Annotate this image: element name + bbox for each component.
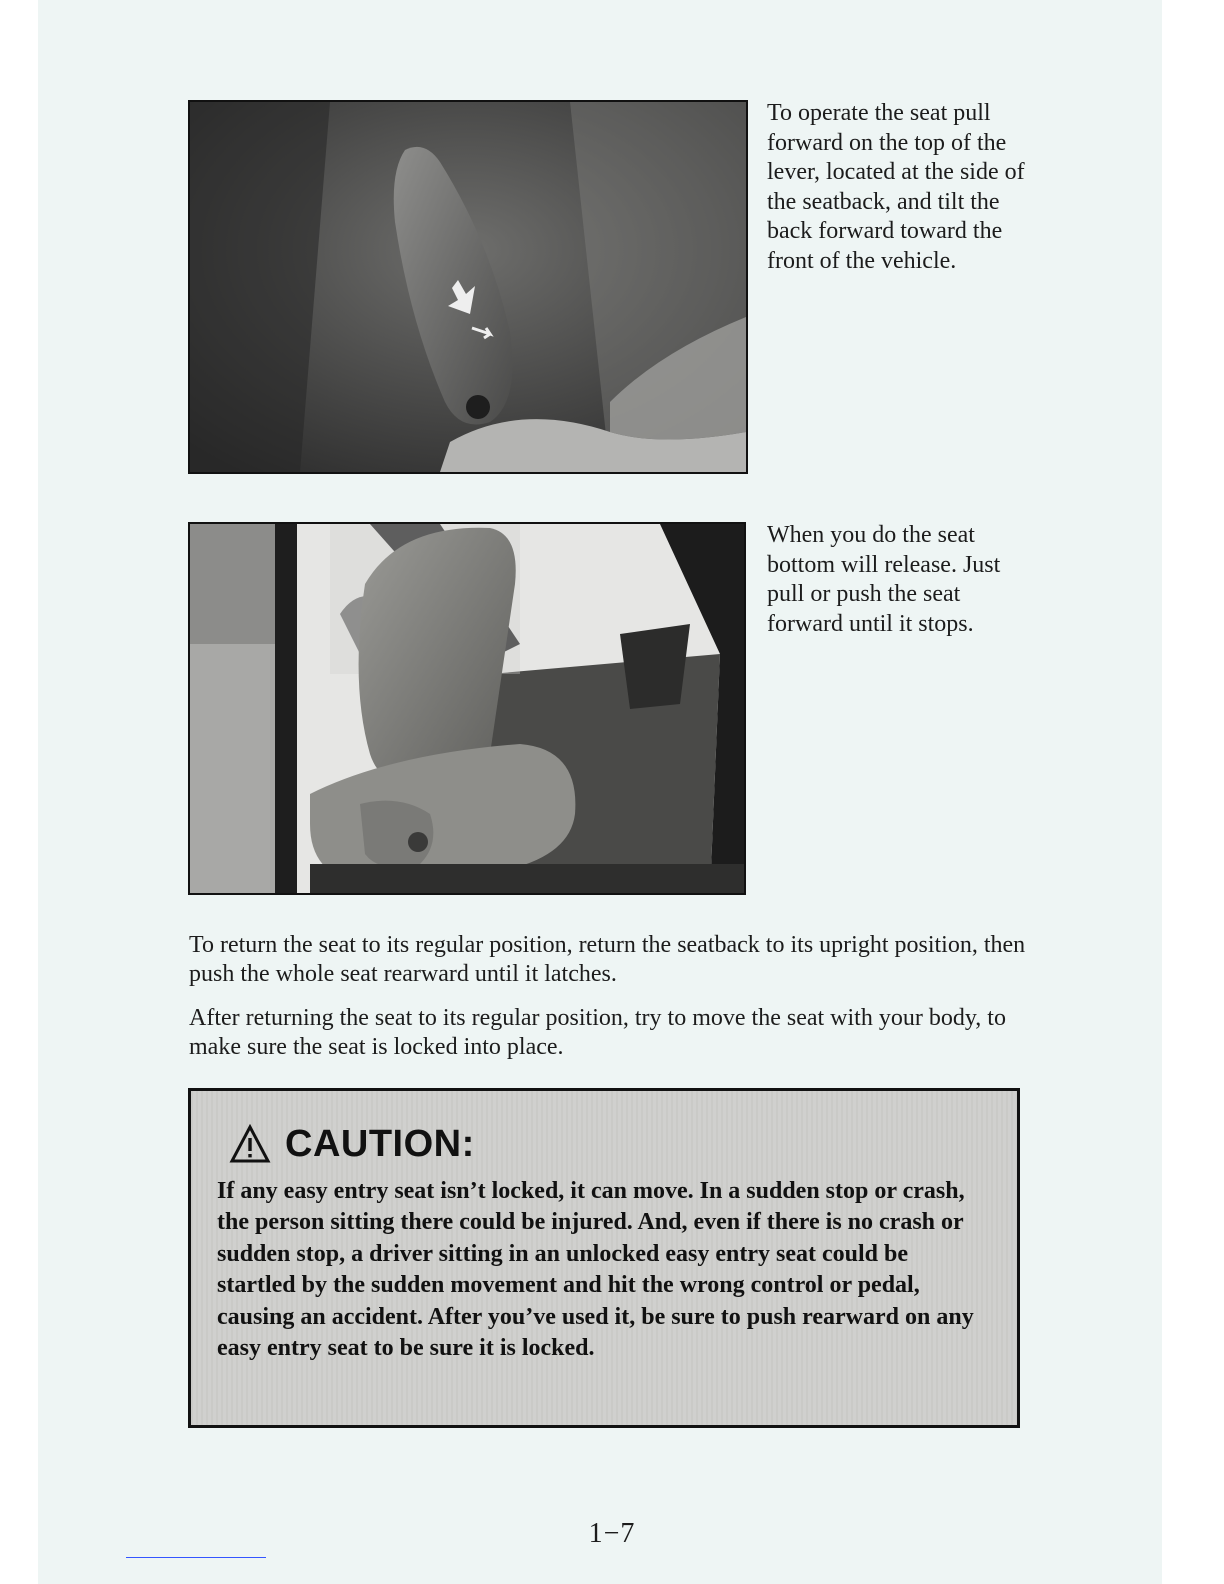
caution-title: CAUTION: — [285, 1122, 475, 1165]
footer-rule — [126, 1557, 266, 1558]
seat-forward-photo — [188, 522, 746, 895]
caution-box — [188, 1088, 1020, 1428]
check-locked-paragraph: After returning the seat to its regular position, try to move the seat with your body, to make sure the seat is locked into place. — [189, 1005, 1006, 1060]
caution-text: If any easy entry seat isn’t locked, it can move. In a sudden stop or crash, the person sitting there could be injured. And, even if there is no crash or sudden stop, a driver sitting in an unlocked easy entry seat could be startled by the sudden movement and hit the wrong control or pedal, causing an accident. After you’ve used it, be sure to push rearward on any easy entry seat to be sure it is locked. — [217, 1178, 974, 1362]
return-seat-paragraph: To return the seat to its regular position, return the seatback to its upright position, then push the whole seat rearward until it latches. — [189, 932, 1026, 987]
caution-header — [229, 1119, 475, 1169]
warning-triangle-icon — [229, 1124, 271, 1164]
page-number: 1−7 — [588, 1518, 636, 1549]
seatback-lever-photo — [188, 100, 748, 474]
seat-release-instructions: When you do the seat bottom will release. Just pull or push the seat forward until it stops. — [767, 522, 1001, 637]
seat-operate-instructions: To operate the seat pull forward on the top of the lever, located at the side of the seatback, and tilt the back forward toward the front of the vehicle. — [767, 100, 1025, 274]
